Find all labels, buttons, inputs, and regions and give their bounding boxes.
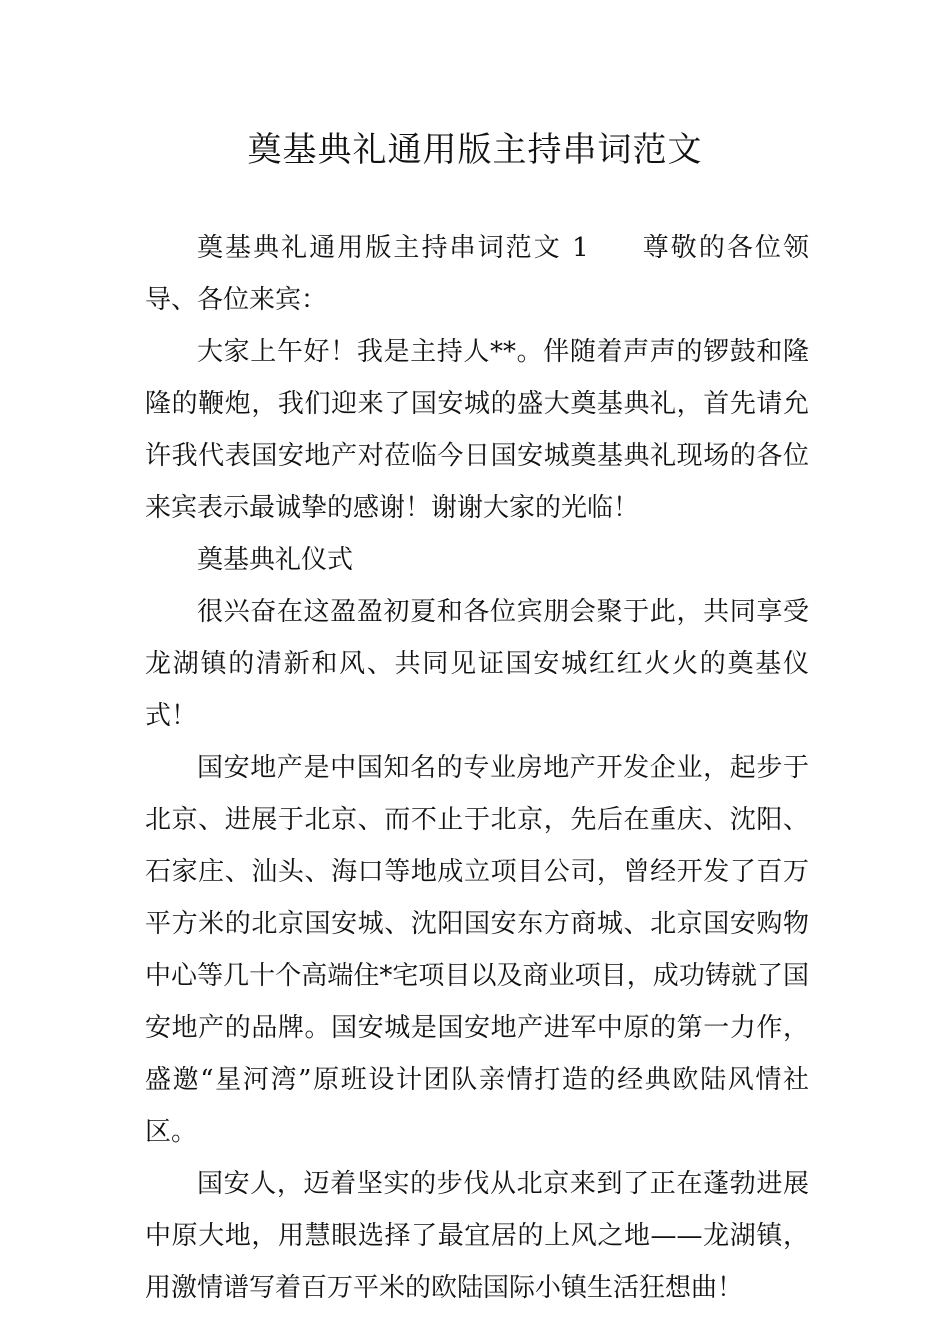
document-title: 奠基典礼通用版主持串词范文	[247, 130, 703, 170]
paragraph-guoan-people: 国安人，迈着坚实的步伐从北京来到了正在蓬勃进展中原大地，用慧眼选择了最宜居的上风之地——龙湖镇，用激情谱写着百万平米的欧陆国际小镇生活狂想曲！	[145, 1169, 809, 1303]
paragraph-ceremony-heading: 奠基典礼仪式	[197, 545, 354, 575]
intro-paragraph	[145, 222, 809, 326]
document-body	[145, 222, 809, 1314]
paragraph-early-summer: 很兴奋在这盈盈初夏和各位宾朋会聚于此，共同享受龙湖镇的清新和风、共同见证国安城红红火火的奠基仪式！	[145, 597, 809, 731]
paragraph-company-intro: 国安地产是中国知名的专业房地产开发企业，起步于北京、进展于北京、而不止于北京，先后在重庆、沈阳、石家庄、汕头、海口等地成立项目公司，曾经开发了百万平方米的北京国安城、沈阳国安东方商城、北京国安购物中心等几十个高端住*宅项目以及商业项目，成功铸就了国安地产的品牌。国安城是国安地产进军中原的第一力作，盛邀“星河湾”原班设计团队亲情打造的经典欧陆风情社区。	[145, 753, 809, 1147]
paragraph-greeting: 大家上午好！我是主持人**。伴随着声声的锣鼓和隆隆的鞭炮，我们迎来了国安城的盛大奠基典礼，首先请允许我代表国安地产对莅临今日国安城奠基典礼现场的各位来宾表示最诚挚的感谢！谢谢大家的光临！	[145, 337, 809, 523]
intro-heading: 奠基典礼通用版主持串词范文 1	[197, 233, 589, 263]
intro-salutation: 尊敬的各位领导、各位来宾：	[145, 233, 809, 315]
